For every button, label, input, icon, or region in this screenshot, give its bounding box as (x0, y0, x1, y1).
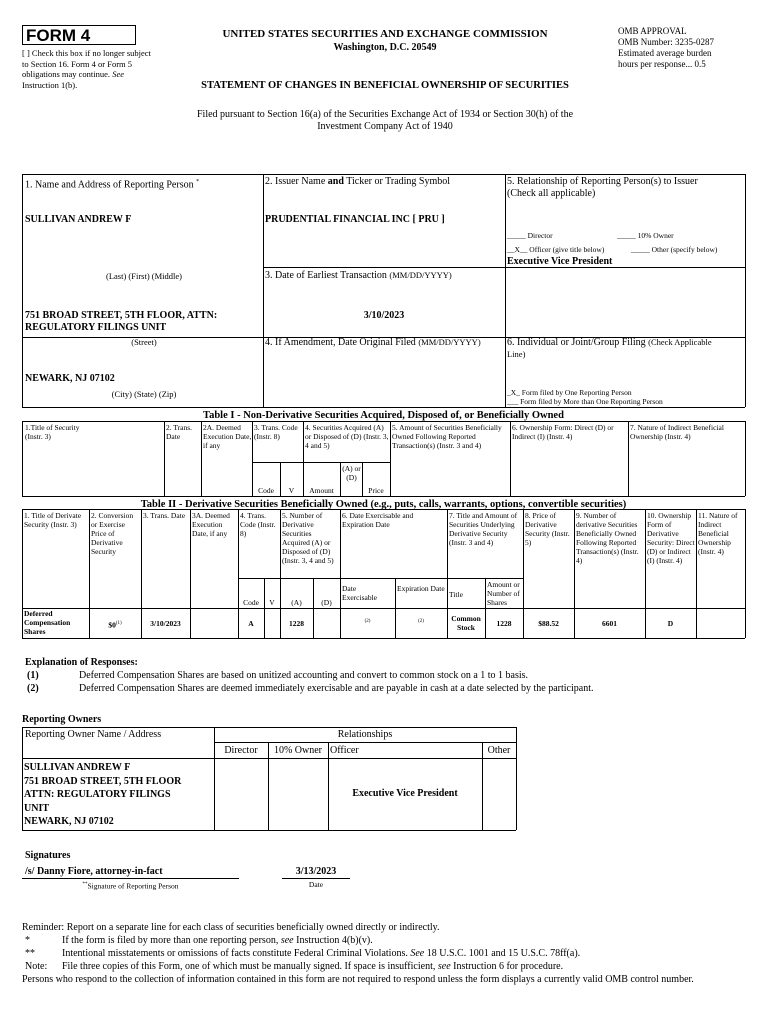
checkbox-note-instr: Instruction 1(b). (22, 79, 78, 90)
reporting-city: NEWARK, NJ 07102 (25, 373, 115, 384)
owners-col-director: Director (224, 745, 258, 756)
signatures-title: Signatures (25, 850, 71, 861)
omb-number: OMB Number: 3235-0287 (618, 37, 714, 47)
box1-label-text: 1. Name and Address of Reporting Person (25, 179, 194, 191)
officer-check: __X__ Officer (give title below) (507, 245, 605, 254)
box6-label (507, 337, 743, 360)
t2-sub-d: (D) (321, 598, 332, 607)
footer-persons: Persons who respond to the collection of information contained in this form are not required to respond unless the form displays a currently valid OMB control number. (22, 974, 694, 985)
t2-sub-code: Code (243, 598, 259, 607)
signature-label-text: Signature of Reporting Person (87, 881, 179, 891)
t1-h-title: 1.Title of Security (Instr. 3) (25, 423, 80, 441)
owner-address-line: SULLIVAN ANDREW F (24, 762, 131, 773)
issuer-name: PRUDENTIAL FINANCIAL INC [ PRU ] (265, 214, 445, 225)
t2-sub-expiration: Expiration Date (397, 584, 445, 593)
t1-sub-amount: Amount (309, 486, 334, 495)
filed-line-1: Filed pursuant to Section 16(a) of the Securities Exchange Act of 1934 or Section 30(h) of the (196, 109, 574, 120)
footer-star1-mark: * (25, 935, 30, 946)
t2-h-date: 3. Trans. Date (143, 511, 186, 520)
box2-label (265, 176, 450, 188)
t2-h-underlying: 7. Title and Amount of Securities Underlying Derivative Security (Instr. 3 and 4) (449, 511, 518, 547)
t2-row-price-value: $0 (108, 620, 116, 630)
t2-row-owned: 6601 (602, 619, 617, 628)
box6-label-note: (Check Applicable (648, 337, 712, 347)
t2-row-underlying-amount: 1228 (496, 619, 512, 628)
t2-row-security: Deferred Compensation Shares (24, 609, 71, 636)
explanation-num-2: (2) (27, 683, 39, 694)
earliest-transaction-date: 3/10/2023 (363, 310, 405, 321)
explanation-text-1: Deferred Compensation Shares are based on unitized accounting and convert to common stock on a 1 to 1 basis. (79, 670, 529, 681)
omb-hours: hours per response... 0.5 (618, 59, 706, 69)
other-check: _____ Other (specify below) (631, 245, 718, 254)
owner-officer-value: Executive Vice President (352, 788, 458, 799)
street-label: (Street) (131, 337, 157, 347)
owner-address-line: ATTN: REGULATORY FILINGS (24, 789, 171, 800)
footer-reminder: Reminder: Report on a separate line for each class of securities beneficially owned directly or indirectly. (22, 922, 440, 933)
t2-row-expiration: (2) (418, 619, 424, 624)
box3-label-text: 3. Date of Earliest Transaction (265, 270, 387, 281)
footer-star2-b: 18 U.S.C. 1001 and 15 U.S.C. 78ff(a). (426, 948, 581, 959)
t2-row-price-fn: (1) (115, 621, 122, 626)
agency: UNITED STATES SECURITIES AND EXCHANGE COMMISSION (222, 28, 548, 40)
box1-label-mark: * (196, 179, 200, 185)
t1-h-date: 2. Trans. Date (166, 423, 193, 441)
t2-row-date: 3/10/2023 (150, 619, 181, 628)
box5-label (507, 176, 743, 200)
box3-label-fmt: (MM/DD/YYYY) (389, 270, 452, 280)
footer-note (62, 961, 563, 973)
box5-label-2: (Check all applicable) (507, 188, 596, 199)
t2-row-form: D (667, 619, 674, 628)
t1-sub-code: Code (258, 486, 274, 495)
t2-h-conversion: 2. Conversion or Exercise Price of Derivative Security (91, 511, 134, 556)
t2-h-code: 4. Trans. Code (Instr. 8) (240, 511, 276, 538)
checkbox-note (22, 48, 152, 90)
box6-label-note-2: Line) (507, 349, 526, 359)
t2-sub-v: V (269, 598, 275, 607)
t1-h-code: 3. Trans. Code (Instr. 8) (254, 423, 298, 441)
table1-title: Table I - Non-Derivative Securities Acquired, Disposed of, or Beneficially Owned (203, 410, 564, 421)
box1-label (25, 176, 199, 191)
footer-star2 (62, 948, 580, 960)
box4-label-text: 4. If Amendment, Date Original Filed (265, 337, 416, 348)
filed-pursuant (120, 109, 650, 133)
omb-box (618, 26, 768, 70)
owner-address-line: 751 BROAD STREET, 5TH FLOOR (24, 775, 182, 787)
footer-note-a: File three copies of this Form, one of which must be manually signed. If space is insufficient, (62, 961, 436, 972)
t1-h-amount: 5. Amount of Securities Beneficially Owned Following Reported Transaction(s) (Instr. 3 and 4) (392, 423, 502, 450)
footer-note-see: see (437, 961, 451, 972)
t1-h-ownership: 6. Ownership Form: Direct (D) or Indirect (I) (Instr. 4) (512, 423, 614, 441)
omb-burden: Estimated average burden (618, 48, 712, 58)
box2-label-and: and (327, 176, 344, 187)
footer-note-mark: Note: (25, 961, 48, 972)
filed-line-2: Investment Company Act of 1940 (317, 121, 453, 132)
explanation-num-1: (1) (27, 670, 39, 681)
t2-h-title: 1. Title of Derivate Security (Instr. 3) (24, 511, 82, 529)
ten-pct-check: _____ 10% Owner (617, 231, 674, 240)
footer-star1-b: Instruction 4(b)(v). (296, 935, 373, 946)
owners-col-name: Reporting Owner Name / Address (25, 729, 162, 740)
footer-star1 (62, 935, 373, 947)
t2-sub-amount: Amount or Number of Shares (487, 580, 520, 607)
t2-h-number: 5. Number of Derivative Securities Acquired (A) or Disposed of (D) (Instr. 3, 4 and 5) (282, 511, 334, 565)
t2-h-deemed: 3A. Deemed Execution Date, if any (192, 511, 230, 538)
table2-title: Table II - Derivative Securities Beneficially Owned (e.g., puts, calls, warrants, options, convertible securities) (140, 499, 627, 510)
owners-col-other: Other (487, 745, 511, 756)
box2-label-b: Ticker or Trading Symbol (346, 176, 451, 187)
box2-label-a: 2. Issuer Name (265, 176, 326, 187)
explanation-text-2: Deferred Compensation Shares are deemed immediately exercisable and are payable in cash at a date selected by the participant. (79, 683, 594, 694)
reporting-street-1: 751 BROAD STREET, 5TH FLOOR, ATTN: (25, 310, 218, 321)
city-label: (City) (State) (Zip) (111, 389, 177, 399)
t2-row-price (89, 619, 141, 630)
t2-h-nature: 11. Nature of Indirect Beneficial Ownership (Instr. 4) (698, 511, 738, 556)
owners-col-officer: Officer (330, 745, 359, 756)
officer-title: Executive Vice President (507, 256, 613, 267)
box6-label-text: 6. Individual or Joint/Group Filing (507, 337, 646, 348)
t1-h-deemed: 2A. Deemed Execution Date, if any (203, 423, 252, 450)
t2-row-deriv-price: $88.52 (538, 619, 559, 628)
owners-col-relationships: Relationships (337, 729, 393, 740)
owner-address (24, 761, 181, 829)
box4-label (265, 337, 481, 349)
signature-date-label: Date (308, 880, 324, 889)
filing-one-person: _X_ Form filed by One Reporting Person (507, 388, 632, 397)
box3-label (265, 270, 452, 282)
owners-col-ten: 10% Owner (273, 745, 323, 756)
t2-h-price: 8. Price of Derivative Security (Instr. 5) (525, 511, 570, 547)
name-parts-label: (Last) (First) (Middle) (105, 271, 182, 281)
box5-label-text: 5. Relationship of Reporting Person(s) to Issuer (507, 176, 698, 187)
signature-name: /s/ Danny Fiore, attorney-in-fact (25, 866, 163, 877)
t2-sub-a: (A) (291, 598, 302, 607)
t1-sub-v: V (288, 486, 295, 495)
box4-label-fmt: (MM/DD/YYYY) (418, 337, 481, 347)
footer-star2-see: See (410, 948, 425, 959)
explanation-title: Explanation of Responses: (25, 657, 138, 668)
t2-sub-exercisable: Date Exercisable (342, 584, 377, 602)
reporting-street-2: REGULATORY FILINGS UNIT (25, 322, 167, 333)
t2-row-underlying-title: Common Stock (451, 614, 481, 632)
t2-h-form: 10. Ownership Form of Derivative Security: Direct (D) or Indirect (I) (Instr. 4) (647, 511, 695, 565)
t2-h-exercisable: 6. Date Exercisable and Expiration Date (342, 511, 414, 529)
t2-h-owned: 9. Number of derivative Securities Beneficially Owned Following Reported Transaction(s) (Instr. 4) (576, 511, 639, 565)
footer-star1-see: see (280, 935, 294, 946)
t1-sub-price: Price (368, 486, 384, 495)
statement-title: STATEMENT OF CHANGES IN BENEFICIAL OWNERSHIP OF SECURITIES (201, 80, 569, 91)
t1-sub-aord: (A) or (D) (342, 464, 361, 482)
footer-note-b: Instruction 6 for procedure. (453, 961, 564, 972)
t1-h-nature: 7. Nature of Indirect Beneficial Ownership (Instr. 4) (630, 423, 724, 441)
omb-title: OMB APPROVAL (618, 26, 687, 36)
reporting-person-name: SULLIVAN ANDREW F (25, 214, 132, 225)
filing-more-persons: ___ Form filed by More than One Reporting Person (507, 397, 663, 406)
form-title: FORM 4 (22, 25, 136, 45)
checkbox-note-text: [ ] Check this box if no longer subject to Section 16. Form 4 or Form 5 obligations may continue. (22, 48, 151, 79)
signature-date: 3/13/2023 (295, 866, 337, 877)
signature-label-mark: ** (82, 882, 88, 887)
t2-row-a: 1228 (289, 619, 304, 628)
t2-row-exercisable: (2) (364, 619, 371, 624)
checkbox-note-see: See (112, 69, 124, 79)
signature-label (22, 880, 239, 891)
footer-star2-a: Intentional misstatements or omissions of facts constitute Federal Criminal Violations. (62, 948, 408, 959)
t2-sub-title: Title (449, 590, 463, 599)
director-check: _____ Director (507, 231, 553, 240)
t1-h-acquired: 4. Securities Acquired (A) or Disposed of (D) (Instr. 3, 4 and 5) (305, 423, 389, 450)
footer-star2-mark: ** (25, 948, 35, 959)
owner-address-line: UNIT (24, 802, 50, 814)
t2-row-code: A (248, 619, 254, 628)
agency-city: Washington, D.C. 20549 (333, 42, 437, 53)
owner-address-line: NEWARK, NJ 07102 (24, 816, 114, 827)
owners-title: Reporting Owners (22, 714, 102, 725)
footer-star1-a: If the form is filed by more than one reporting person, (62, 935, 279, 946)
